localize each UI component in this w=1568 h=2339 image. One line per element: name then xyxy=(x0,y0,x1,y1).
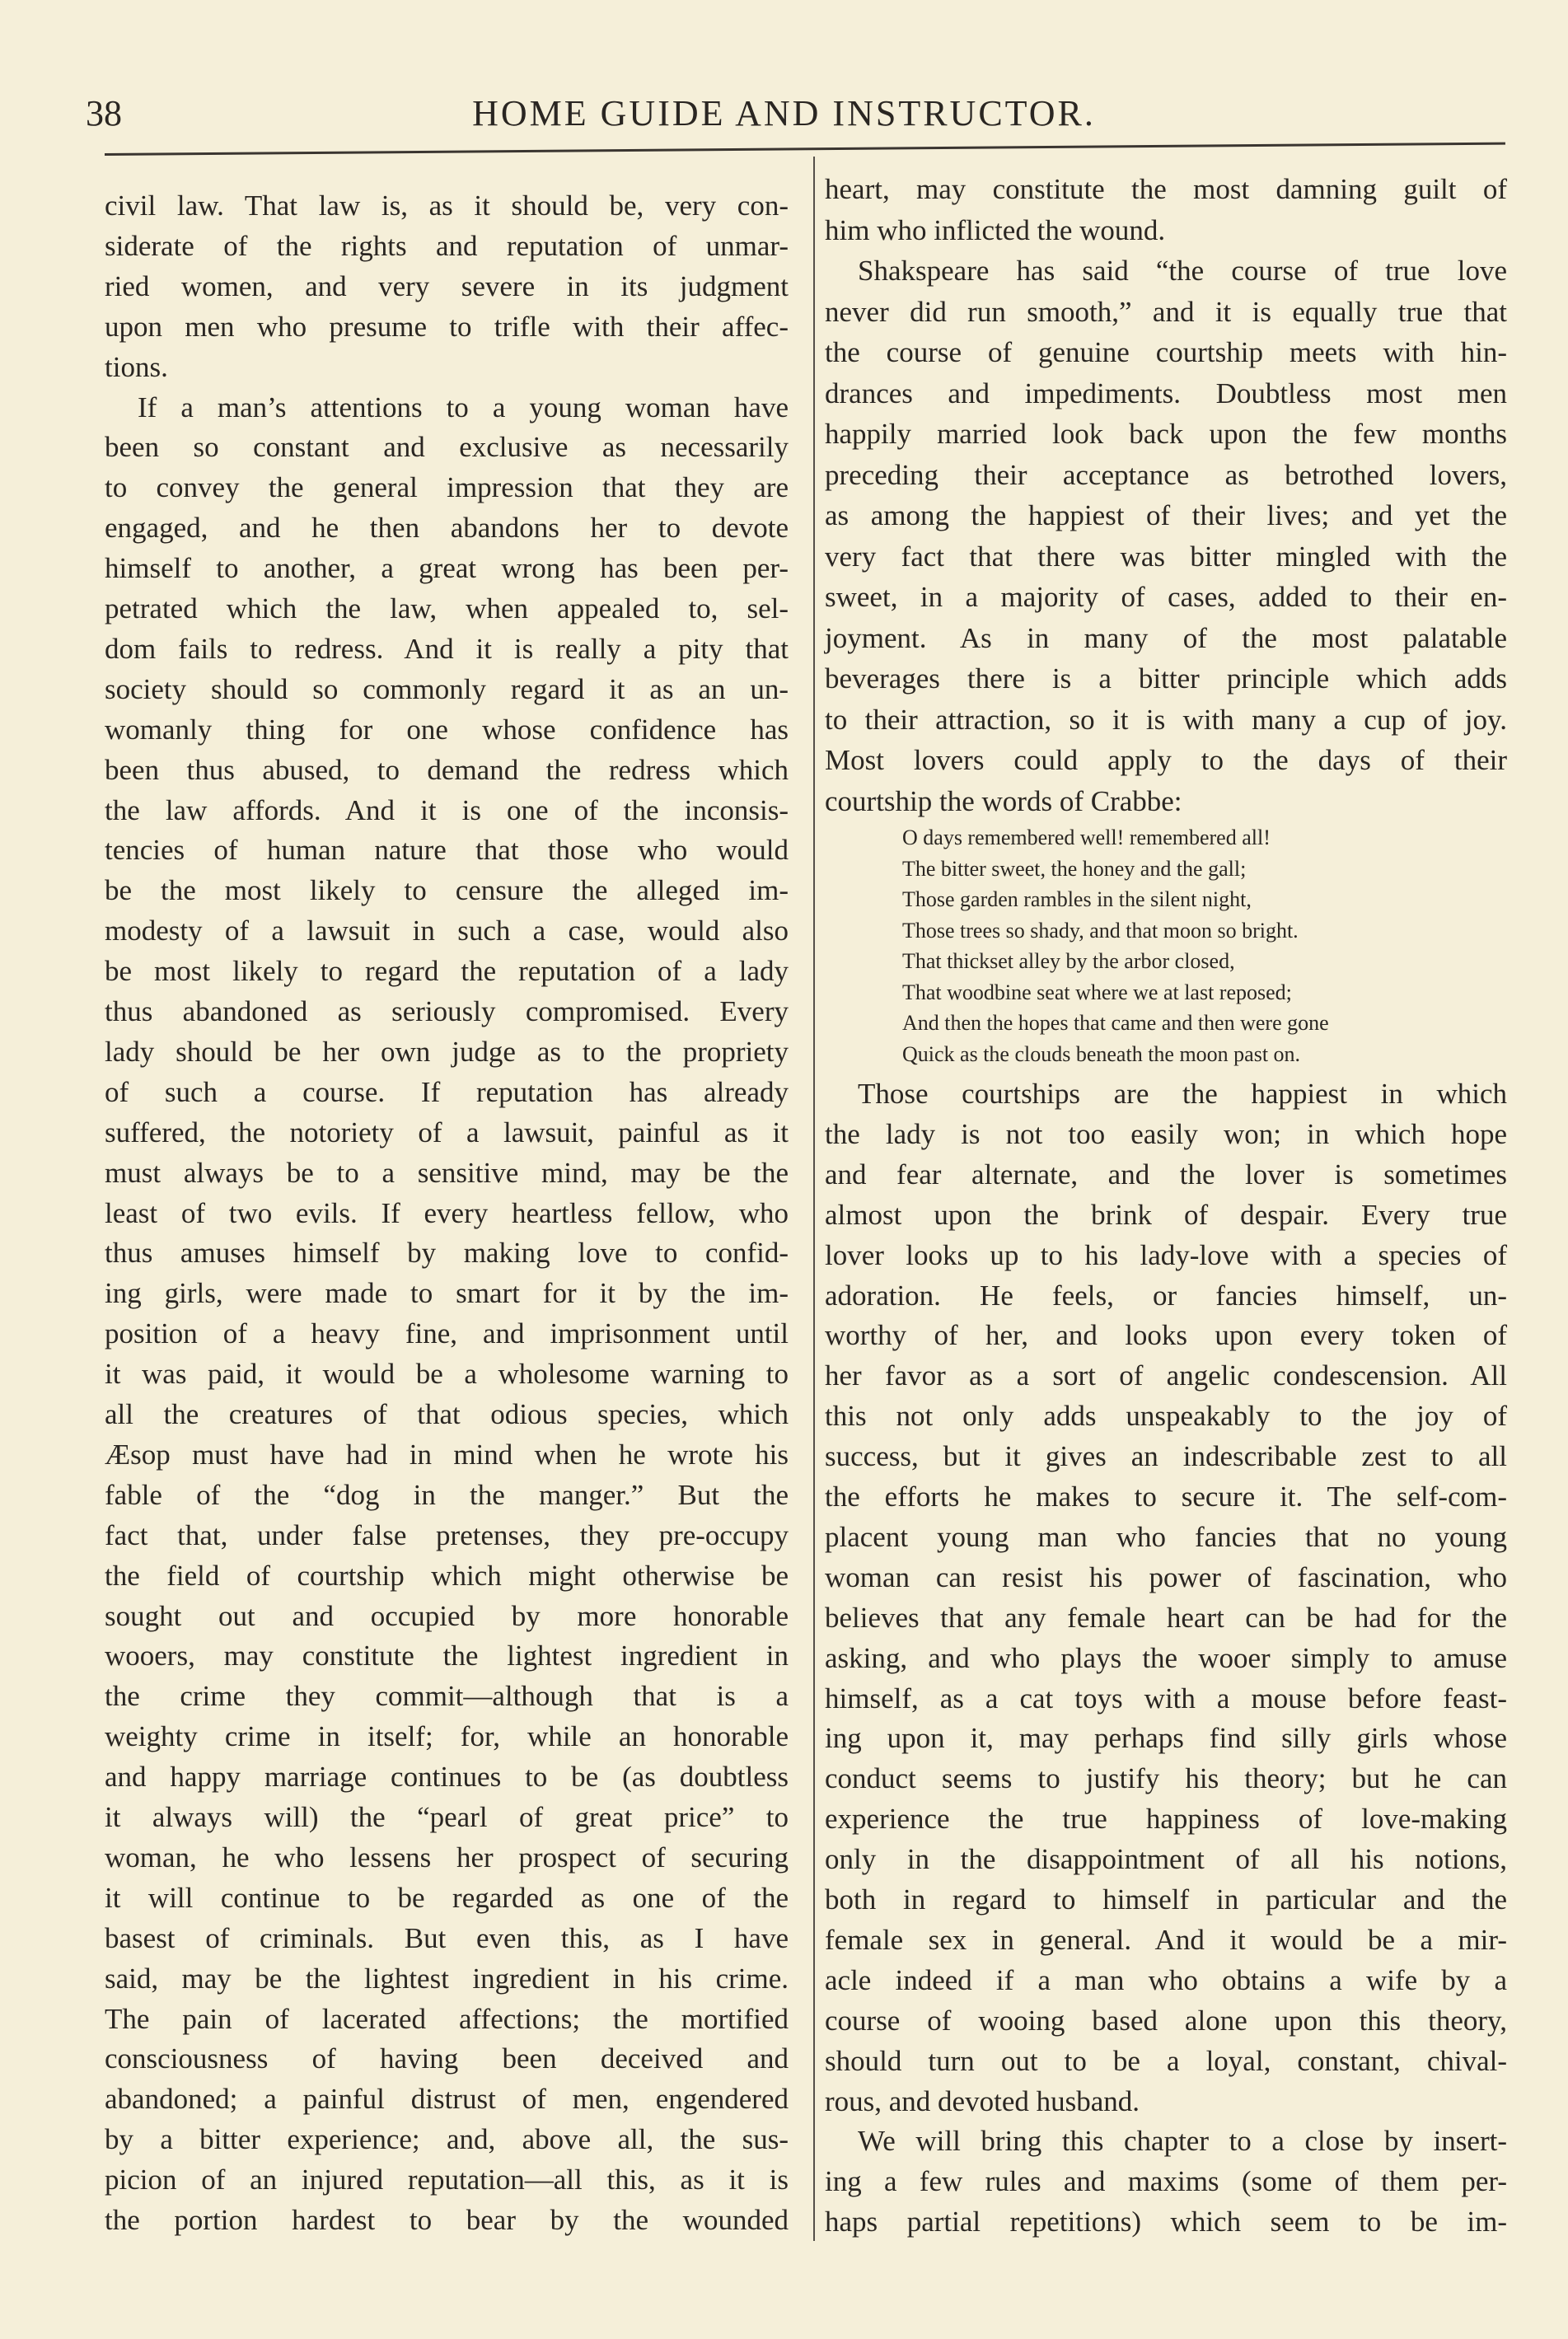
text-line: the course of genuine courtship meets with hin- xyxy=(825,336,1507,368)
text-line: as among the happiest of their lives; and yet the xyxy=(825,499,1507,531)
column-divider xyxy=(813,157,815,2241)
poem-line: That woodbine seat where we at last reposed; xyxy=(902,980,1292,1004)
text-line: fable of the “dog in the manger.” But the xyxy=(105,1478,789,1511)
text-line: drances and impediments. Doubtless most men xyxy=(825,377,1507,409)
text-line: the efforts he makes to secure it. The self-com- xyxy=(825,1481,1507,1513)
poem-line: That thickset alley by the arbor closed, xyxy=(902,949,1235,973)
text-line: experience the true happiness of love-making xyxy=(825,1803,1507,1836)
text-line: position of a heavy fine, and imprisonment until xyxy=(105,1317,789,1350)
poem-line: O days remembered well! remembered all! xyxy=(902,826,1271,849)
text-line: worthy of her, and looks upon every token of xyxy=(825,1319,1507,1352)
text-line: almost upon the brink of despair. Every true xyxy=(825,1198,1507,1231)
text-line: tencies of human nature that those who would xyxy=(105,834,789,867)
text-line: and happy marriage continues to be (as doubtless xyxy=(105,1761,789,1794)
text-line: joyment. As in many of the most palatable xyxy=(825,621,1507,654)
text-line: woman, he who lessens her prospect of securing xyxy=(105,1841,789,1874)
text-line: be the most likely to censure the alleged im- xyxy=(105,874,789,907)
text-line: of such a course. If reputation has already xyxy=(105,1075,789,1108)
text-line: the lady is not too easily won; in which hope xyxy=(825,1117,1507,1150)
text-line: himself, as a cat toys with a mouse before feast- xyxy=(825,1682,1507,1714)
poem-line: Those trees so shady, and that moon so bright. xyxy=(902,918,1299,943)
text-line: the portion hardest to bear by the wounded xyxy=(105,2204,789,2236)
text-line: abandoned; a painful distrust of men, engendered xyxy=(105,2083,789,2116)
text-line: by a bitter experience; and, above all, the sus- xyxy=(105,2123,789,2156)
text-line: modesty of a lawsuit in such a case, would also xyxy=(105,915,789,947)
text-line: rous, and devoted husband. xyxy=(825,2084,1140,2117)
text-line: thus abandoned as seriously compromised. Every xyxy=(105,995,789,1027)
text-line: her favor as a sort of angelic condescension. All xyxy=(825,1359,1507,1392)
text-line: fact that, under false pretenses, they pre-occupy xyxy=(105,1518,789,1551)
text-line: Most lovers could apply to the days of their xyxy=(825,744,1507,776)
text-line: him who inflicted the wound. xyxy=(825,213,1166,246)
text-line: lady should be her own judge as to the propriety xyxy=(105,1035,789,1068)
text-line: it was paid, it would be a wholesome warning to xyxy=(105,1358,789,1391)
text-line: weighty crime in itself; for, while an honorable xyxy=(105,1720,789,1753)
text-line: ing upon it, may perhaps find silly girls whose xyxy=(825,1722,1507,1755)
poem-line: Quick as the clouds beneath the moon past on. xyxy=(902,1041,1301,1066)
text-line: preceding their acceptance as betrothed lovers, xyxy=(825,458,1507,491)
text-line: civil law. That law is, as it should be, very con- xyxy=(105,189,789,222)
text-line: ing a few rules and maxims (some of them per- xyxy=(825,2165,1507,2198)
text-line: Those courtships are the happiest in which xyxy=(858,1078,1507,1110)
text-line: haps partial repetitions) which seem to be im- xyxy=(825,2206,1507,2238)
page-number: 38 xyxy=(86,93,122,133)
text-line: should turn out to be a loyal, constant, chival- xyxy=(825,2044,1507,2077)
text-line: siderate of the rights and reputation of unmar- xyxy=(105,229,789,262)
text-line: lover looks up to his lady-love with a species of xyxy=(825,1238,1507,1271)
text-line: believes that any female heart can be had for the xyxy=(825,1601,1507,1634)
text-line: upon men who presume to trifle with their affec- xyxy=(105,310,789,343)
text-line: consciousness of having been deceived and xyxy=(105,2042,789,2075)
text-line: happily married look back upon the few months xyxy=(825,418,1507,450)
text-line: least of two evils. If every heartless fellow, who xyxy=(105,1196,789,1229)
text-line: the law affords. And it is one of the inconsis- xyxy=(105,793,789,826)
running-title: HOME GUIDE AND INSTRUCTOR. xyxy=(472,93,1096,133)
text-line: beverages there is a bitter principle which adds xyxy=(825,662,1507,695)
text-line: petrated which the law, when appealed to, sel- xyxy=(105,592,789,625)
text-line: this not only adds unspeakably to the joy of xyxy=(825,1400,1507,1433)
text-line: ried women, and very severe in its judgment xyxy=(105,269,789,302)
text-line: be most likely to regard the reputation of a lady xyxy=(105,955,789,988)
poem-line: Those garden rambles in the silent night, xyxy=(902,887,1252,911)
text-line: asking, and who plays the wooer simply to amuse xyxy=(825,1641,1507,1674)
text-line: very fact that there was bitter mingled with the xyxy=(825,540,1507,573)
text-line: to their attraction, so it is with many a cup of joy. xyxy=(825,703,1507,736)
text-line: course of wooing based alone upon this theory, xyxy=(825,2004,1507,2037)
text-line: society should so commonly regard it as an un- xyxy=(105,672,789,705)
text-line: been thus abused, to demand the redress which xyxy=(105,753,789,786)
text-line: the field of courtship which might otherwise be xyxy=(105,1559,789,1592)
text-line: only in the disappointment of all his notions, xyxy=(825,1843,1507,1876)
text-line: the crime they commit—although that is a xyxy=(105,1680,789,1713)
text-line: must always be to a sensitive mind, may be the xyxy=(105,1156,789,1189)
text-line: heart, may constitute the most damning guilt of xyxy=(825,173,1507,205)
text-line: suffered, the notoriety of a lawsuit, painful as it xyxy=(105,1116,789,1148)
text-line: said, may be the lightest ingredient in his crime. xyxy=(105,1962,789,1995)
text-line: woman can resist his power of fascination, who xyxy=(825,1560,1507,1593)
text-line: conduct seems to justify his theory; but he can xyxy=(825,1762,1507,1795)
text-line: picion of an injured reputation—all this, as it is xyxy=(105,2164,789,2196)
text-line: tions. xyxy=(105,350,168,383)
text-line: both in regard to himself in particular and the xyxy=(825,1883,1507,1916)
text-line: all the creatures of that odious species, which xyxy=(105,1398,789,1430)
text-line: it always will) the “pearl of great price” to xyxy=(105,1801,789,1833)
text-line: basest of criminals. But even this, as I have xyxy=(105,1921,789,1954)
text-line: acle indeed if a man who obtains a wife by a xyxy=(825,1963,1507,1996)
poem-line: And then the hopes that came and then were gone xyxy=(902,1011,1329,1035)
text-line: womanly thing for one whose confidence has xyxy=(105,713,789,746)
poem-line: The bitter sweet, the honey and the gall; xyxy=(902,856,1247,881)
text-line: success, but it gives an indescribable zest to all xyxy=(825,1440,1507,1473)
text-line: been so constant and exclusive as necessarily xyxy=(105,431,789,464)
text-line: Shakspeare has said “the course of true love xyxy=(858,255,1507,287)
text-line: and fear alternate, and the lover is sometimes xyxy=(825,1158,1507,1191)
text-line: placent young man who fancies that no young xyxy=(825,1520,1507,1553)
text-line: wooers, may constitute the lightest ingredient in xyxy=(105,1640,789,1672)
text-line: sought out and occupied by more honorable xyxy=(105,1599,789,1632)
text-line: ing girls, were made to smart for it by the im- xyxy=(105,1277,789,1310)
text-line: never did run smooth,” and it is equally true that xyxy=(825,295,1507,328)
text-line: thus amuses himself by making love to confid- xyxy=(105,1237,789,1270)
text-line: Æsop must have had in mind when he wrote his xyxy=(105,1438,789,1471)
text-line: If a man’s attentions to a young woman have xyxy=(138,391,789,423)
text-line: it will continue to be regarded as one of the xyxy=(105,1881,789,1914)
text-line: female sex in general. And it would be a mir- xyxy=(825,1923,1507,1956)
text-line: We will bring this chapter to a close by insert- xyxy=(858,2125,1507,2158)
text-line: The pain of lacerated affections; the mortified xyxy=(105,2002,789,2035)
text-line: engaged, and he then abandons her to devote xyxy=(105,512,789,545)
text-line: adoration. He feels, or fancies himself, un- xyxy=(825,1279,1507,1312)
text-line: courtship the words of Crabbe: xyxy=(825,784,1182,817)
text-line: to convey the general impression that they are xyxy=(105,471,789,504)
header-rule xyxy=(105,143,1505,156)
text-line: himself to another, a great wrong has been per- xyxy=(105,552,789,585)
text-line: sweet, in a majority of cases, added to their en- xyxy=(825,581,1507,613)
text-line: dom fails to redress. And it is really a pity that xyxy=(105,632,789,665)
